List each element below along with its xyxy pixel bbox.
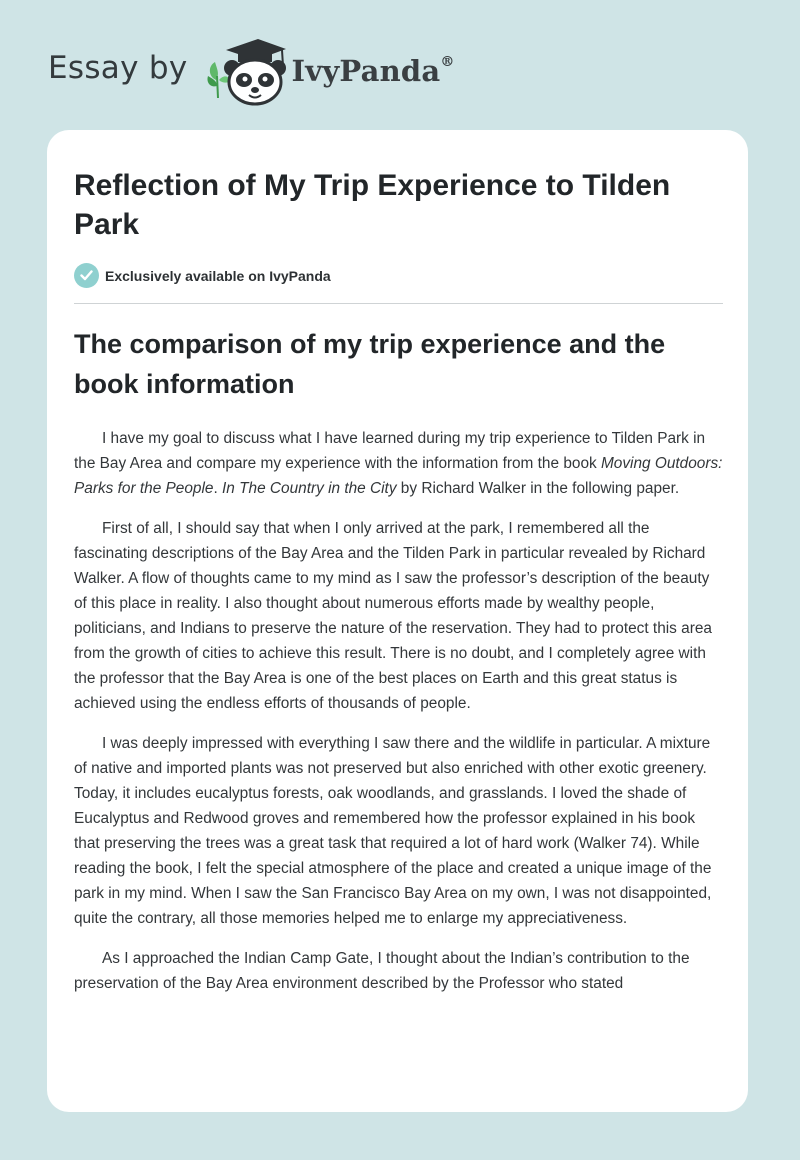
page-title: Reflection of My Trip Experience to Tilden Park: [74, 169, 671, 241]
paragraph-4: As I approached the Indian Camp Gate, I thought about the Indian’s contribution to the preservation of the Bay Area environment described by the Professor who stated: [74, 950, 690, 992]
essay-by-label: Essay by: [48, 50, 188, 86]
essay-body: [74, 426, 725, 1011]
paragraph-1: I have my goal to discuss what I have learned during my trip experience to Tilden Park in the Bay Area and compare my experience with the information from the book Moving Outdoors: Parks for the People. In The Country in the City by Richard Walker in the following paper.: [74, 430, 723, 497]
site-header: [48, 36, 455, 106]
brand-name[interactable]: IvyPanda®: [291, 54, 455, 88]
book-title: Moving Outdoors: Parks for the People: [74, 455, 723, 497]
check-circle-icon: [74, 263, 99, 288]
registered-mark: ®: [440, 54, 455, 71]
exclusive-badge: [74, 263, 331, 288]
essay-card: [47, 130, 748, 1112]
paragraph-3: I was deeply impressed with everything I saw there and the wildlife in particular. A mixture of native and imported plants was not preserved but also enriched with other exotic greenery. Today, it includes eucalyptus forests, oak woodlands, and grasslands. I loved the shade of Eucalyptus and Redwood groves and remembered how the professor explained in his book that preserving the trees was a great task that required a lot of hard work (Walker 74). While reading the book, I felt the special atmosphere of the place and created a unique image of the park in my mind. When I saw the San Francisco Bay Area on my own, I was not disappointed, quite the contrary, all those memories helped me to enlarge my appreciativeness.: [74, 735, 712, 927]
paragraph-2: First of all, I should say that when I only arrived at the park, I remembered all the fascinating descriptions of the Bay Area and the Tilden Park in particular revealed by Richard Walker. A flow of thoughts came to my mind as I saw the professor’s description of the beauty of this place in reality. I also thought about numerous efforts made by wealthy people, politicians, and Indians to preserve the nature of the reservation. They had to protect this area from the growth of cities to achieve this result. There is no doubt, and I completely agree with the professor that the Bay Area is one of the best places on Earth and this great status is achieved using the endless efforts of thousands of people.: [74, 520, 712, 712]
panda-graduate-logo-icon[interactable]: [202, 36, 288, 106]
section-heading: The comparison of my trip experience and the book information: [74, 329, 666, 399]
badge-label: Exclusively available on IvyPanda: [105, 267, 331, 284]
chapter-title: In The Country in the City: [222, 480, 397, 497]
divider: [74, 303, 723, 304]
